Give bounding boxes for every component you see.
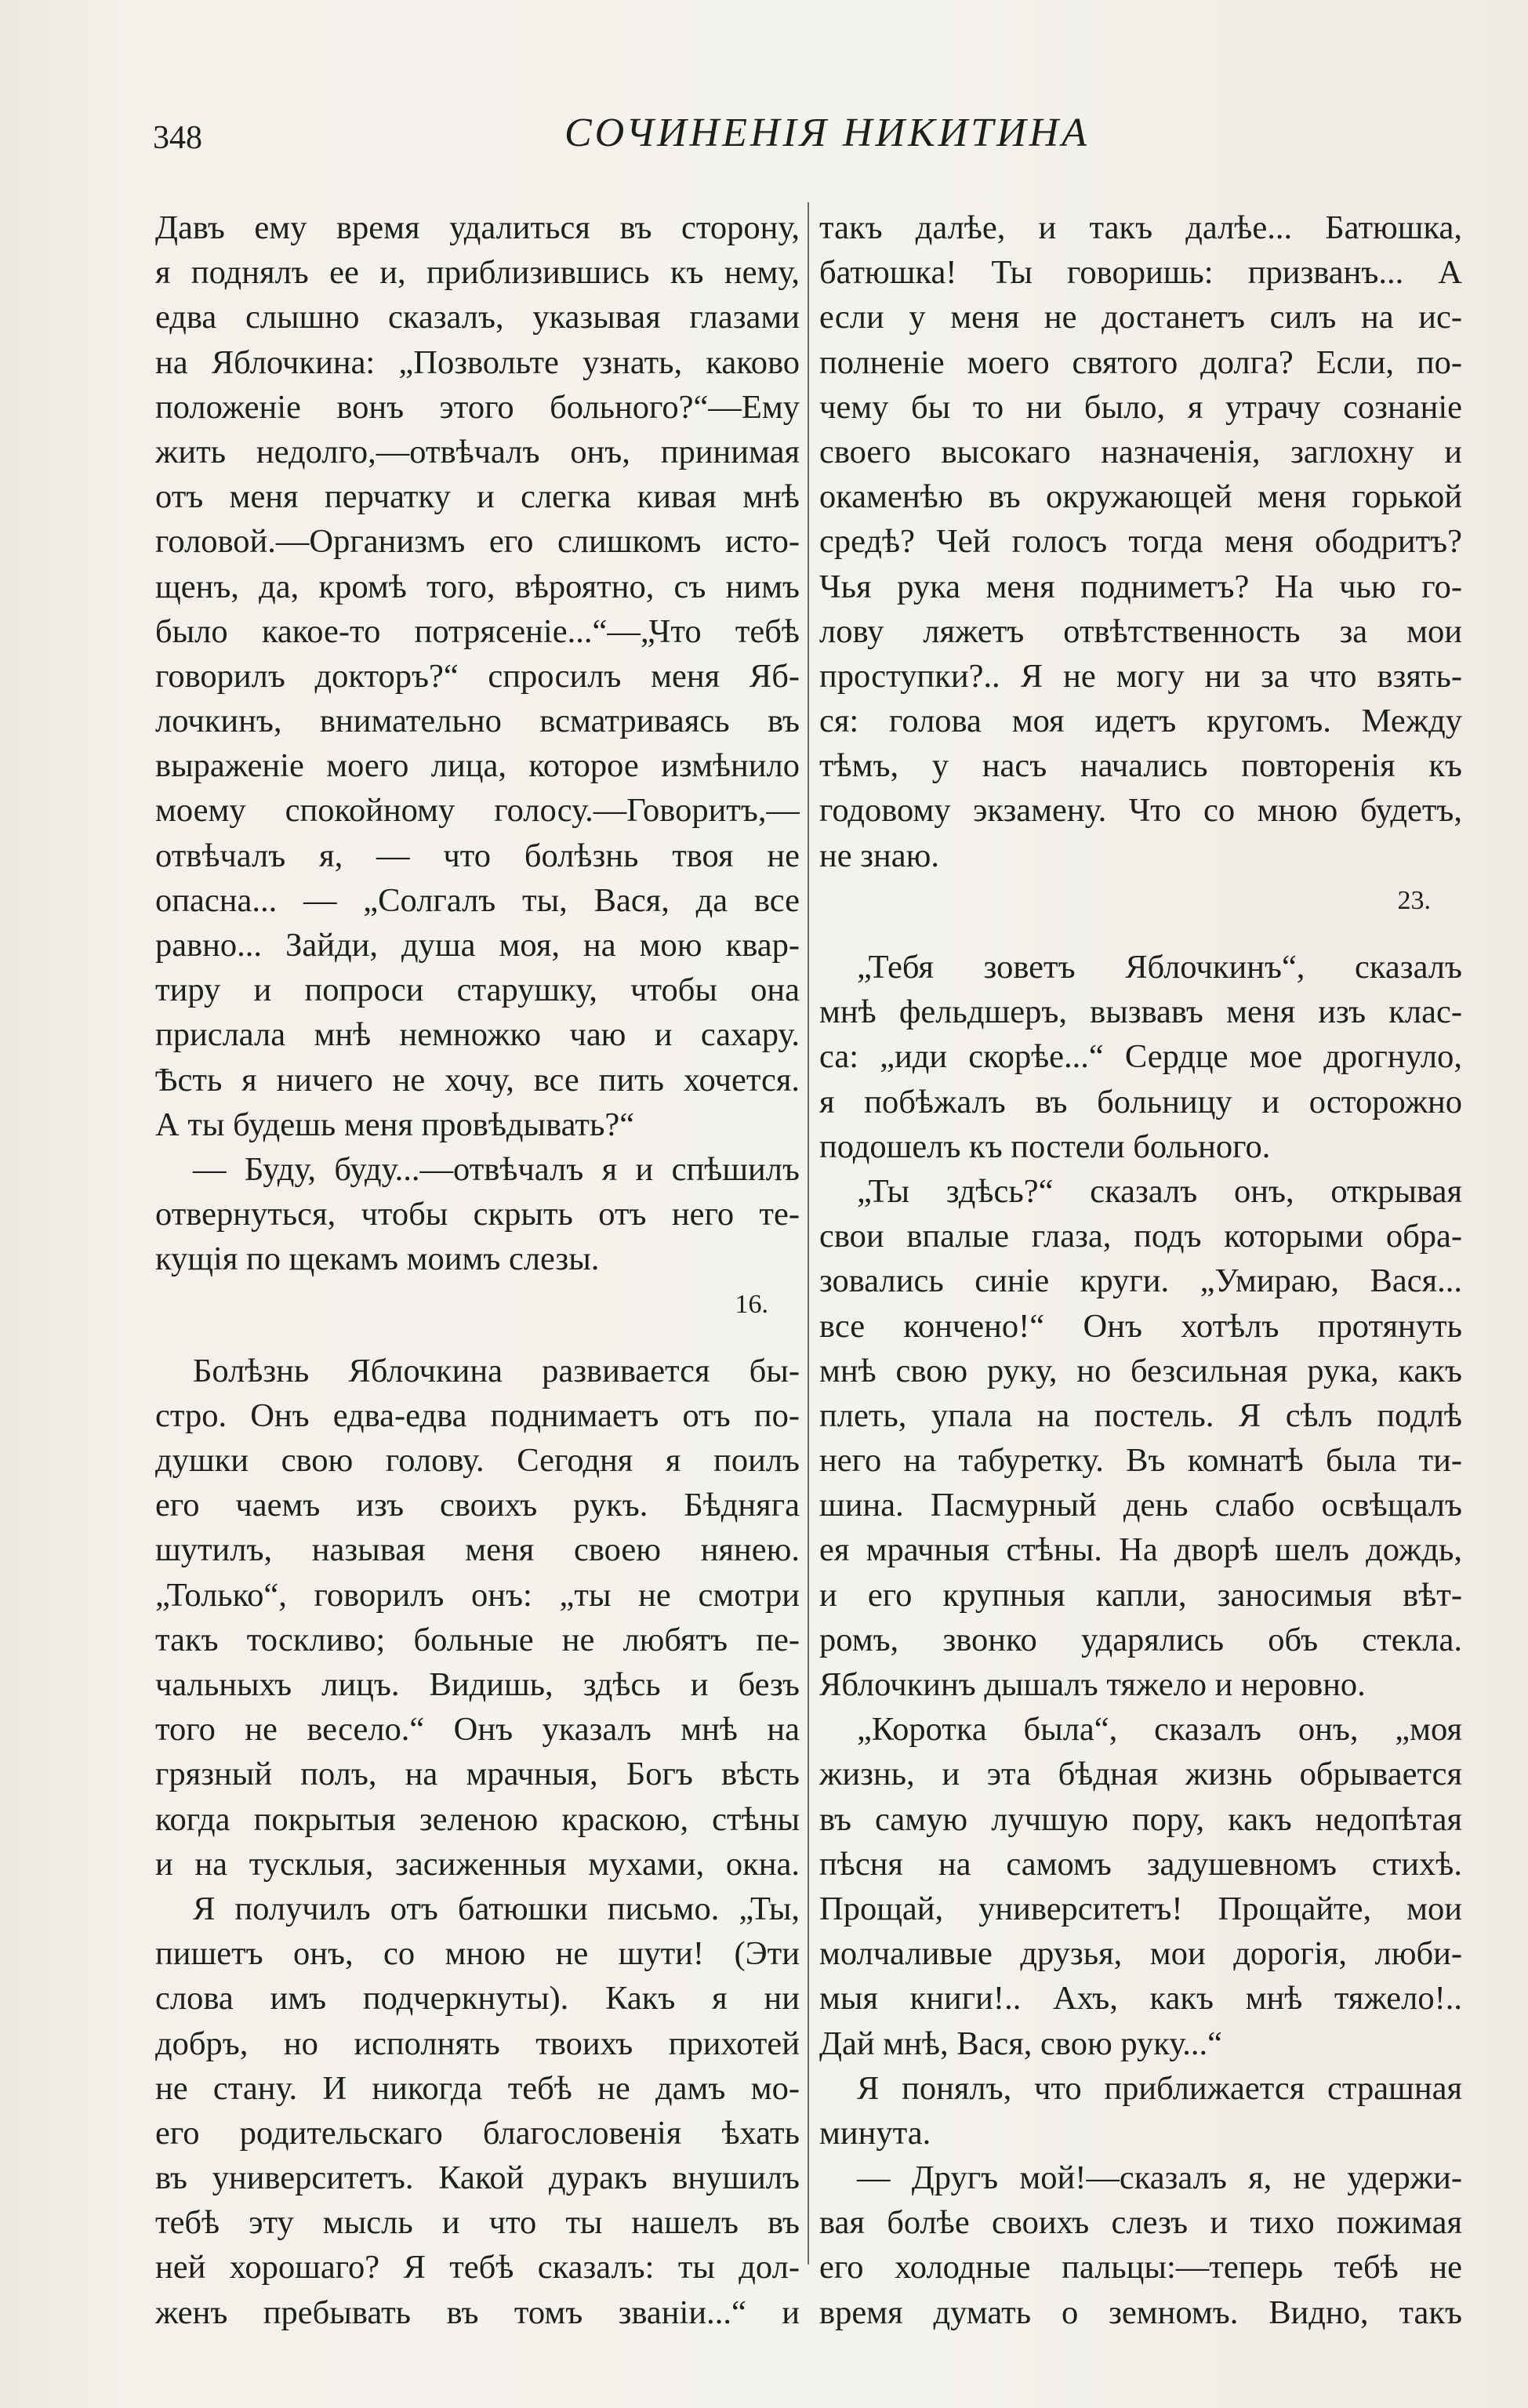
text-line: не стану. И никогда тебѣ не дамъ мо- xyxy=(155,2069,800,2107)
text-line: стро. Онъ едва-едва поднимаетъ отъ по- xyxy=(155,1396,800,1434)
text-line: прислала мнѣ немножко чаю и сахару. xyxy=(155,1016,800,1054)
text-line: „Ты здѣсь?“ сказалъ онъ, открывая xyxy=(857,1172,1462,1210)
running-title: СОЧИНЕНІЯ НИКИТИНА xyxy=(564,111,1090,155)
text-line: — Другъ мой!—сказалъ я, не удержи- xyxy=(857,2159,1462,2197)
text-line: опасна... — „Солгалъ ты, Вася, да все xyxy=(155,881,800,919)
text-line: са: „иди скорѣе...“ Сердце мое дрогнуло, xyxy=(819,1038,1462,1076)
text-line: его холодные пальцы:—теперь тебѣ не xyxy=(819,2249,1462,2286)
text-line: — Буду, буду...—отвѣчалъ я и спѣшилъ xyxy=(193,1150,800,1188)
text-line: я побѣжалъ въ больницу и осторожно xyxy=(819,1083,1462,1120)
text-line: отвернуться, чтобы скрыть отъ него те- xyxy=(155,1196,800,1233)
text-line: въ самую лучшую пору, какъ недопѣтая xyxy=(819,1800,1462,1838)
page-number: 348 xyxy=(153,120,202,156)
text-line: ромъ, звонко ударялись объ стекла. xyxy=(819,1621,1462,1658)
text-line: тебѣ эту мысль и что ты нашелъ въ xyxy=(155,2204,800,2242)
text-line: шутилъ, называя меня своею нянею. xyxy=(155,1531,800,1569)
text-line: „Тебя зоветъ Яблочкинъ“, сказалъ xyxy=(857,949,1462,986)
text-line: если у меня не достанетъ силъ на ис- xyxy=(819,299,1462,336)
right-column xyxy=(819,205,1462,2335)
text-line: такъ далѣе, и такъ далѣе... Батюшка, xyxy=(819,209,1462,246)
text-line: головой.—Организмъ его слишкомъ исто- xyxy=(155,523,800,561)
text-line: „Коротка была“, сказалъ онъ, „моя xyxy=(857,1711,1462,1749)
text-line: жизнь, и эта бѣдная жизнь обрывается xyxy=(819,1756,1462,1793)
text-line: плеть, упала на постель. Я сѣлъ подлѣ xyxy=(819,1396,1462,1434)
text-line: равно... Зайди, душа моя, на мою квар- xyxy=(155,927,800,964)
text-line: „Только“, говорилъ онъ: „ты не смотри xyxy=(155,1576,800,1614)
text-line: средѣ? Чей голосъ тогда меня ободритъ? xyxy=(819,523,1462,561)
text-line: зовались синіе круги. „Умираю, Вася... xyxy=(819,1262,1462,1300)
text-line: мнѣ свою руку, но безсильная рука, какъ xyxy=(819,1352,1462,1389)
text-line: я поднялъ ее и, приблизившись къ нему, xyxy=(155,254,800,292)
text-line: тиру и попроси старушку, чтобы она xyxy=(155,972,800,1009)
text-line: на Яблочкина: „Позвольте узнать, каково xyxy=(155,343,800,381)
text-line: Я понялъ, что приближается страшная xyxy=(857,2069,1462,2107)
text-line: полненіе моего святого долга? Если, по- xyxy=(819,343,1462,381)
text-line: Болѣзнь Яблочкина развивается бы- xyxy=(193,1352,800,1389)
text-line: чему бы то ни было, я утрачу сознаніе xyxy=(819,388,1462,426)
text-line: тѣмъ, у насъ начались повторенія къ xyxy=(819,747,1462,785)
text-line: слова имъ подчеркнуты). Какъ я ни xyxy=(155,1980,800,2018)
text-line: свои впалые глаза, подъ которыми обра- xyxy=(819,1218,1462,1255)
text-line: чальныхъ лицъ. Видишь, здѣсь и безъ xyxy=(155,1666,800,1703)
text-line: положеніе вонъ этого больного?“—Ему xyxy=(155,388,800,426)
text-line: душки свою голову. Сегодня я поилъ xyxy=(155,1442,800,1480)
text-line: Ѣсть я ничего не хочу, все пить хочется. xyxy=(155,1061,800,1099)
text-line: пишетъ онъ, со мною не шути! (Эти xyxy=(155,1935,800,1973)
text-line: моему спокойному голосу.—Говоритъ,— xyxy=(155,792,800,830)
text-line: жить недолго,—отвѣчалъ онъ, принимая xyxy=(155,433,800,470)
text-line: отъ меня перчатку и слегка кивая мнѣ xyxy=(155,478,800,516)
text-line: не знаю. xyxy=(819,837,940,874)
text-line: такъ тоскливо; больные не любятъ пе- xyxy=(155,1621,800,1658)
text-line: грязный полъ, на мрачныя, Богъ вѣсть xyxy=(155,1756,800,1793)
text-line: щенъ, да, кромѣ того, вѣроятно, съ нимъ xyxy=(155,568,800,605)
page-header xyxy=(153,110,1501,173)
text-line: ся: голова моя идетъ кругомъ. Между xyxy=(819,703,1462,740)
text-line: ней хорошаго? Я тебѣ сказалъ: ты дол- xyxy=(155,2249,800,2286)
text-line: своего высокаго назначенія, заглохну и xyxy=(819,433,1462,470)
text-line: Яблочкинъ дышалъ тяжело и неровно. xyxy=(819,1666,1366,1703)
text-line: него на табуретку. Въ комнатѣ была ти- xyxy=(819,1442,1462,1480)
text-line: лочкинъ, внимательно всматриваясь въ xyxy=(155,703,800,740)
text-line: Я получилъ отъ батюшки письмо. „Ты, xyxy=(193,1890,800,1927)
text-line: едва слышно сказалъ, указывая глазами xyxy=(155,299,800,336)
text-line: было какое-то потрясеніе...“—„Что тебѣ xyxy=(155,612,800,650)
column-divider xyxy=(808,202,809,2265)
text-line: А ты будешь меня провѣдывать?“ xyxy=(155,1106,635,1143)
text-line: все кончено!“ Онъ хотѣлъ протянуть xyxy=(819,1307,1462,1345)
text-line: мнѣ фельдшеръ, вызвавъ меня изъ клас- xyxy=(819,993,1462,1031)
section-number: 16. xyxy=(735,1289,768,1319)
text-line: шина. Пасмурный день слабо освѣщалъ xyxy=(819,1487,1462,1524)
section-gap xyxy=(819,923,1462,945)
text-line: и на тусклыя, засиженныя мухами, окна. xyxy=(155,1845,800,1883)
text-line: Дай мнѣ, Вася, свою руку...“ xyxy=(819,2025,1223,2062)
text-line: отвѣчалъ я, — что болѣзнь твоя не xyxy=(155,837,800,874)
text-line: пѣсня на самомъ задушевномъ стихѣ. xyxy=(819,1845,1462,1883)
text-line: его родительскаго благословенія ѣхать xyxy=(155,2114,800,2152)
text-line: время думать о земномъ. Видно, такъ xyxy=(819,2294,1462,2331)
text-line: говорилъ докторъ?“ спросилъ меня Яб- xyxy=(155,657,800,695)
text-line: выраженіе моего лица, которое измѣнило xyxy=(155,747,800,785)
text-line: минута. xyxy=(819,2114,931,2152)
text-line: подошелъ къ постели больного. xyxy=(819,1128,1271,1165)
text-line: когда покрытыя зеленою краскою, стѣны xyxy=(155,1800,800,1838)
text-line: молчаливые друзья, мои дорогія, люби- xyxy=(819,1935,1462,1973)
text-line: вая болѣе своихъ слезъ и тихо пожимая xyxy=(819,2204,1462,2242)
text-line: проступки?.. Я не могу ни за что взять- xyxy=(819,657,1462,695)
text-line: Давъ ему время удалиться въ сторону, xyxy=(155,209,800,246)
text-line: Чья рука меня подниметъ? На чью го- xyxy=(819,568,1462,605)
text-line: годовому экзамену. Что со мною будетъ, xyxy=(819,792,1462,830)
left-column xyxy=(155,205,800,2335)
text-line: его чаемъ изъ своихъ рукъ. Бѣдняга xyxy=(155,1487,800,1524)
text-line: ея мрачныя стѣны. На дворѣ шелъ дождь, xyxy=(819,1531,1462,1569)
text-line: въ университетъ. Какой дуракъ внушилъ xyxy=(155,2159,800,2197)
text-line: того не весело.“ Онъ указалъ мнѣ на xyxy=(155,1711,800,1749)
text-line: батюшка! Ты говоришь: призванъ... А xyxy=(819,254,1462,292)
text-line: и его крупныя капли, заносимыя вѣт- xyxy=(819,1576,1462,1614)
text-line: Прощай, университетъ! Прощайте, мои xyxy=(819,1890,1462,1927)
text-line: лову ляжетъ отвѣтственность за мои xyxy=(819,612,1462,650)
text-line: женъ пребывать въ томъ званіи...“ и xyxy=(155,2294,800,2331)
text-line: мыя книги!.. Ахъ, какъ мнѣ тяжело!.. xyxy=(819,1980,1462,2018)
text-line: кущія по щекамъ моимъ слезы. xyxy=(155,1240,600,1278)
section-number: 23. xyxy=(1397,885,1431,915)
text-line: окаменѣю въ окружающей меня горькой xyxy=(819,478,1462,516)
section-gap xyxy=(155,1327,800,1349)
text-line: добръ, но исполнять твоихъ прихотей xyxy=(155,2025,800,2062)
